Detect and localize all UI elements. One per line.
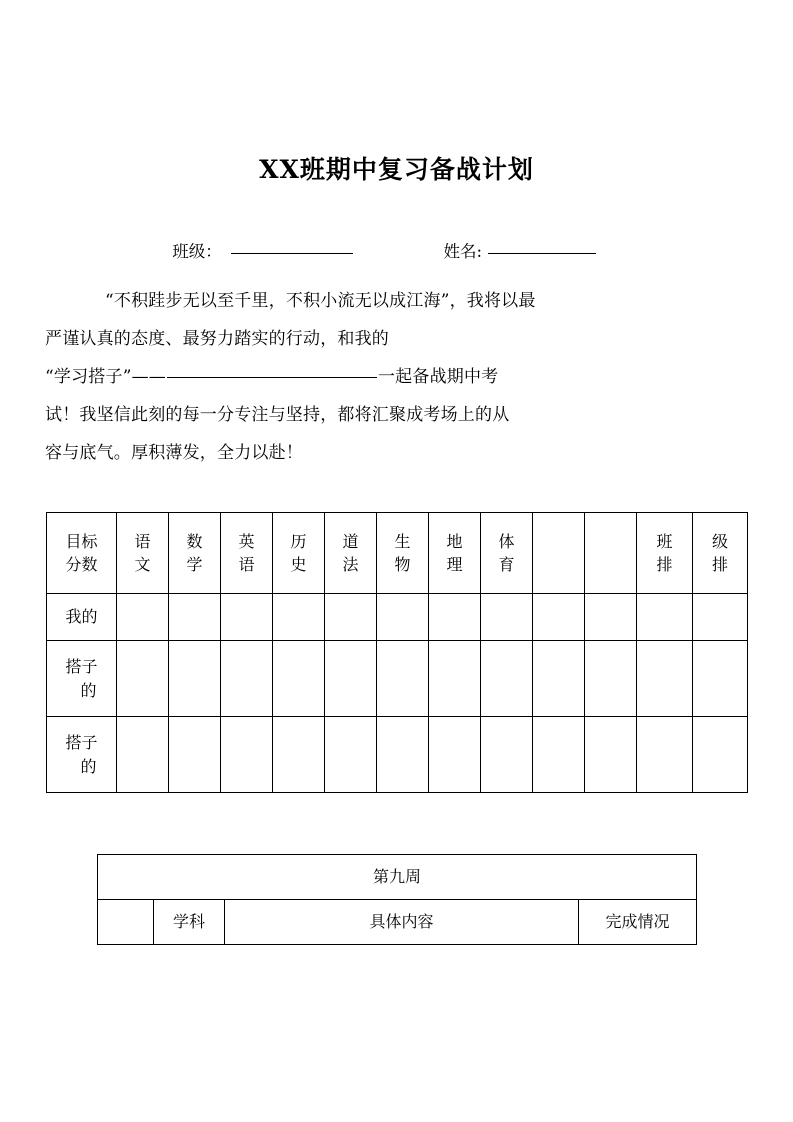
name-field[interactable] <box>444 238 597 262</box>
scores-row-1-cell-2[interactable] <box>221 641 273 717</box>
scores-row-0-cell-3[interactable] <box>273 594 325 641</box>
scores-header-cell-0 <box>47 513 117 594</box>
scores-header-0-line2: 分数 <box>65 555 98 574</box>
scores-row-1-cell-9[interactable] <box>585 641 637 717</box>
table-row <box>47 594 748 641</box>
scores-header-7-line1: 地 <box>446 531 463 551</box>
scores-row-2-cell-6[interactable] <box>429 717 481 793</box>
pledge-line-2: 严谨认真的态度、最努力踏实的行动，和我的 <box>45 329 389 349</box>
class-blank[interactable] <box>231 252 353 254</box>
scores-row-2-label-line2: 的 <box>80 756 97 776</box>
target-scores-table <box>46 512 748 793</box>
scores-header-cell-8 <box>481 513 533 594</box>
scores-header-cell-4 <box>273 513 325 594</box>
scores-header-cell-6 <box>377 513 429 594</box>
scores-row-0-cell-5[interactable] <box>377 594 429 641</box>
scores-header-1-line2: 文 <box>134 555 151 574</box>
scores-header-cell-2 <box>169 513 221 594</box>
scores-row-1-label-line2: 的 <box>80 680 97 700</box>
scores-header-6-line1: 生 <box>394 531 411 551</box>
scores-row-0-cell-11[interactable] <box>693 594 748 641</box>
scores-row-0-cell-1[interactable] <box>169 594 221 641</box>
pledge-line-4: 试！我坚信此刻的每一分专注与坚持，都将汇聚成考场上的从 <box>45 405 510 425</box>
scores-header-cell-3 <box>221 513 273 594</box>
week-header-cell-status: 完成情况 <box>579 900 697 945</box>
scores-row-2-cell-1[interactable] <box>169 717 221 793</box>
page-title: XX班期中复习备战计划 <box>259 155 534 184</box>
scores-header-4-line1: 历 <box>290 531 307 551</box>
table-row <box>47 717 748 793</box>
scores-row-2-cell-3[interactable] <box>273 717 325 793</box>
scores-header-8-line2: 育 <box>498 555 515 574</box>
scores-header-11-line1: 班 <box>656 531 673 551</box>
pledge-line-3-suffix: 一起备战期中考 <box>377 367 499 387</box>
scores-header-12-line1: 级 <box>711 531 728 551</box>
scores-header-cell-5 <box>325 513 377 594</box>
scores-header-4-line2: 史 <box>290 555 307 574</box>
name-label: 姓名: <box>443 242 483 261</box>
scores-row-1-cell-8[interactable] <box>533 641 585 717</box>
scores-header-5-line2: 法 <box>342 555 359 574</box>
scores-header-5-line1: 道 <box>342 531 359 551</box>
scores-header-cell-11 <box>637 513 693 594</box>
scores-header-1-line1: 语 <box>134 531 151 551</box>
identity-line <box>45 238 748 262</box>
scores-row-0-cell-0[interactable] <box>117 594 169 641</box>
scores-row-2-cell-2[interactable] <box>221 717 273 793</box>
scores-row-0-cell-2[interactable] <box>221 594 273 641</box>
scores-row-2-label-line1: 搭子 <box>65 733 98 753</box>
scores-row-0-label <box>47 594 117 641</box>
scores-row-1-cell-4[interactable] <box>325 641 377 717</box>
scores-row-0-cell-8[interactable] <box>533 594 585 641</box>
scores-row-1-cell-5[interactable] <box>377 641 429 717</box>
partner-name-blank[interactable] <box>167 376 377 378</box>
week-header-cell-content: 具体内容 <box>225 900 579 945</box>
scores-header-7-line2: 理 <box>446 555 463 574</box>
class-field[interactable] <box>172 238 353 262</box>
scores-row-2-cell-8[interactable] <box>533 717 585 793</box>
scores-row-2-cell-7[interactable] <box>481 717 533 793</box>
weekly-plan-table <box>97 854 697 945</box>
pledge-paragraph <box>45 282 748 472</box>
scores-header-3-line1: 英 <box>238 531 255 551</box>
scores-header-2-line2: 学 <box>186 555 203 574</box>
scores-row-0-cell-7[interactable] <box>481 594 533 641</box>
scores-row-0-cell-4[interactable] <box>325 594 377 641</box>
scores-header-cell-9 <box>533 513 585 594</box>
scores-header-cell-1 <box>117 513 169 594</box>
scores-header-8-line1: 体 <box>498 531 515 551</box>
scores-row-1-cell-1[interactable] <box>169 641 221 717</box>
scores-row-2-cell-0[interactable] <box>117 717 169 793</box>
pledge-line-3-prefix: “学习搭子”—— <box>45 367 166 387</box>
scores-row-1-cell-3[interactable] <box>273 641 325 717</box>
week-title: 第九周 <box>98 855 697 900</box>
scores-row-0-cell-6[interactable] <box>429 594 481 641</box>
pledge-line-1: “不积跬步无以至千里，不积小流无以成江海”，我将以最 <box>105 291 536 311</box>
scores-row-2-cell-5[interactable] <box>377 717 429 793</box>
scores-row-2-cell-10[interactable] <box>637 717 693 793</box>
scores-header-2-line1: 数 <box>186 531 203 551</box>
scores-row-1-cell-7[interactable] <box>481 641 533 717</box>
scores-header-cell-12 <box>693 513 748 594</box>
scores-row-1-label-line1: 搭子 <box>65 657 98 677</box>
scores-header-6-line2: 物 <box>394 555 411 574</box>
scores-row-0-cell-10[interactable] <box>637 594 693 641</box>
scores-row-1-cell-10[interactable] <box>637 641 693 717</box>
scores-row-2-label <box>47 717 117 793</box>
scores-header-cell-7 <box>429 513 481 594</box>
pledge-line-5: 容与底气。厚积薄发，全力以赴！ <box>45 443 303 463</box>
scores-row-2-cell-11[interactable] <box>693 717 748 793</box>
scores-header-row <box>47 513 748 594</box>
scores-row-0-label-line1: 我的 <box>65 607 98 627</box>
scores-header-0-line1: 目标 <box>65 531 98 551</box>
scores-row-1-label <box>47 641 117 717</box>
scores-row-0-cell-9[interactable] <box>585 594 637 641</box>
scores-row-1-cell-11[interactable] <box>693 641 748 717</box>
scores-row-2-cell-9[interactable] <box>585 717 637 793</box>
scores-header-12-line2: 排 <box>711 555 728 574</box>
scores-header-11-line2: 排 <box>656 555 673 574</box>
scores-row-1-cell-0[interactable] <box>117 641 169 717</box>
pledge-line-3 <box>45 358 748 396</box>
scores-row-1-cell-6[interactable] <box>429 641 481 717</box>
table-row <box>47 641 748 717</box>
week-header-cell-subject: 学科 <box>154 900 225 945</box>
name-blank[interactable] <box>488 252 596 254</box>
scores-header-3-line2: 语 <box>238 555 255 574</box>
scores-row-2-cell-4[interactable] <box>325 717 377 793</box>
scores-header-cell-10 <box>585 513 637 594</box>
week-header-cell-0 <box>98 900 154 945</box>
week-header-row <box>98 900 697 945</box>
class-label: 班级： <box>172 242 222 261</box>
week-title-row <box>98 855 697 900</box>
